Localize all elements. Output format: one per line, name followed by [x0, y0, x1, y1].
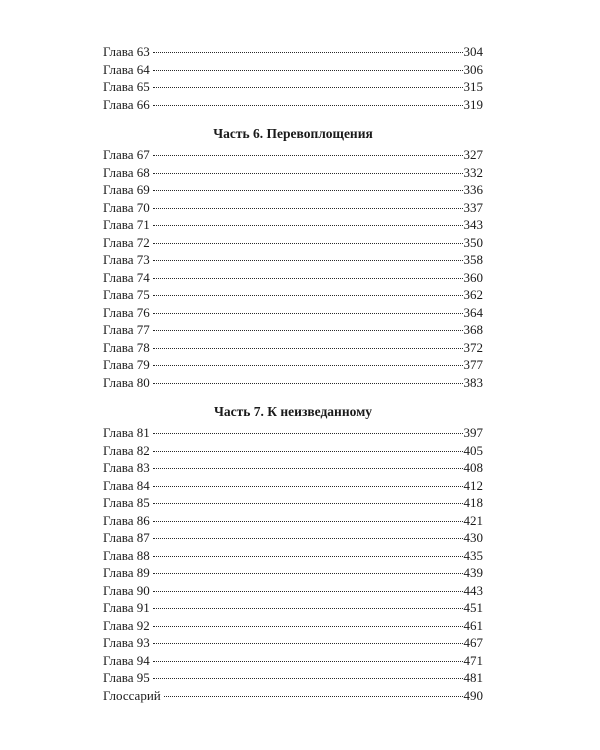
toc-entry-label: Глоссарий [103, 687, 161, 703]
toc-entry-label: Глава 77 [103, 322, 150, 337]
toc-entry-page-number: 397 [463, 425, 483, 440]
toc-entry-page-number: 350 [463, 234, 483, 250]
dot-leader [153, 486, 463, 487]
dot-leader [153, 433, 463, 434]
toc-entry-page-number: 405 [463, 442, 483, 458]
dot-leader [153, 155, 463, 156]
toc-entry-label: Глава 65 [103, 79, 150, 94]
dot-leader [153, 278, 463, 279]
toc-entry-page-number: 412 [463, 477, 483, 493]
toc-entry-label: Глава 72 [103, 234, 150, 250]
toc-entry-label: Глава 79 [103, 357, 150, 372]
toc-entry-label: Глава 76 [103, 304, 150, 320]
toc-entry-label: Глава 83 [103, 460, 150, 475]
dot-leader [153, 208, 463, 209]
toc-entry [103, 199, 483, 217]
dot-leader [153, 313, 463, 314]
dot-leader [153, 52, 463, 53]
toc-entry-label: Глава 84 [103, 477, 150, 493]
toc-entry [103, 78, 483, 96]
toc-entry-label: Глава 66 [103, 96, 150, 112]
toc-entry-label: Глава 69 [103, 182, 150, 197]
toc-entry-label: Глава 63 [103, 44, 150, 59]
dot-leader [153, 591, 463, 592]
toc-entry-page-number: 418 [463, 495, 483, 510]
toc-entry-page-number: 332 [463, 164, 483, 180]
toc-entry-page-number: 421 [463, 512, 483, 528]
toc-entry-page-number: 481 [463, 670, 483, 685]
toc-entry [103, 477, 483, 495]
toc-entry [103, 512, 483, 530]
toc-entry [103, 234, 483, 252]
toc-entry-label: Глава 70 [103, 199, 150, 215]
toc-entry [103, 164, 483, 182]
toc-entry [103, 216, 483, 234]
toc-entry-label: Глава 68 [103, 164, 150, 180]
toc-entry [103, 652, 483, 670]
dot-leader [153, 383, 463, 384]
dot-leader [153, 556, 463, 557]
dot-leader [153, 330, 463, 331]
toc-entry [103, 96, 483, 114]
toc-entry-page-number: 304 [463, 44, 483, 59]
dot-leader [153, 608, 463, 609]
toc-entry-page-number: 306 [463, 61, 483, 77]
toc-entry-label: Глава 80 [103, 374, 150, 390]
dot-leader [153, 626, 463, 627]
toc-entry-page-number: 364 [463, 304, 483, 320]
dot-leader [153, 225, 463, 226]
toc-entry [103, 374, 483, 392]
toc-entry [103, 564, 483, 582]
toc-entry [103, 582, 483, 600]
table-of-contents [103, 43, 483, 704]
toc-entry-label: Глава 64 [103, 61, 150, 77]
toc-entry-label: Глава 78 [103, 339, 150, 355]
section-spacer [103, 113, 483, 125]
toc-entry [103, 146, 483, 164]
toc-entry-page-number: 343 [463, 217, 483, 232]
toc-entry-label: Глава 91 [103, 600, 150, 615]
toc-entry [103, 251, 483, 269]
toc-entry-page-number: 368 [463, 322, 483, 337]
toc-entry [103, 321, 483, 339]
toc-entry [103, 547, 483, 565]
toc-entry-page-number: 337 [463, 199, 483, 215]
toc-entry-label: Глава 73 [103, 252, 150, 267]
toc-entry-label: Глава 81 [103, 425, 150, 440]
dot-leader [153, 643, 463, 644]
toc-entry-page-number: 471 [463, 652, 483, 668]
toc-entry [103, 442, 483, 460]
dot-leader [153, 521, 463, 522]
dot-leader [153, 538, 463, 539]
toc-entry-page-number: 372 [463, 339, 483, 355]
toc-entry-page-number: 383 [463, 374, 483, 390]
toc-entry [103, 669, 483, 687]
toc-entry [103, 304, 483, 322]
dot-leader [153, 87, 463, 88]
toc-entry-label: Глава 67 [103, 147, 150, 162]
dot-leader [153, 365, 463, 366]
dot-leader [153, 70, 463, 71]
dot-leader [153, 260, 463, 261]
toc-entry-page-number: 443 [463, 582, 483, 598]
toc-entry-label: Глава 87 [103, 530, 150, 545]
toc-entry-page-number: 467 [463, 635, 483, 650]
part-heading: Часть 7. К неизведанному [213, 404, 373, 419]
toc-entry [103, 617, 483, 635]
toc-entry-page-number: 319 [463, 96, 483, 112]
toc-entry-label: Глава 95 [103, 670, 150, 685]
toc-entry-page-number: 435 [463, 547, 483, 563]
toc-entry-label: Глава 89 [103, 565, 150, 580]
toc-entry-page-number: 490 [463, 687, 483, 703]
toc-entry [103, 356, 483, 374]
toc-entry-label: Глава 71 [103, 217, 150, 232]
dot-leader [153, 451, 463, 452]
toc-entry-page-number: 358 [463, 252, 483, 267]
toc-entry-page-number: 327 [463, 147, 483, 162]
dot-leader [153, 661, 463, 662]
toc-entry-page-number: 461 [463, 617, 483, 633]
toc-entry [103, 43, 483, 61]
toc-entry-page-number: 377 [463, 357, 483, 372]
dot-leader [153, 173, 463, 174]
dot-leader [153, 243, 463, 244]
toc-entry [103, 634, 483, 652]
dot-leader [153, 678, 463, 679]
part-heading: Часть 6. Перевоплощения [213, 126, 373, 141]
toc-entry-page-number: 408 [463, 460, 483, 475]
toc-entry-label: Глава 75 [103, 287, 150, 302]
toc-entry-label: Глава 74 [103, 269, 150, 285]
toc-entry [103, 529, 483, 547]
toc-entry [103, 687, 483, 705]
toc-entry-label: Глава 94 [103, 652, 150, 668]
toc-entry [103, 494, 483, 512]
toc-entry [103, 61, 483, 79]
toc-entry [103, 459, 483, 477]
toc-entry-label: Глава 85 [103, 495, 150, 510]
toc-entry-label: Глава 86 [103, 512, 150, 528]
toc-entry-label: Глава 82 [103, 442, 150, 458]
toc-entry-page-number: 451 [463, 600, 483, 615]
toc-entry-label: Глава 92 [103, 617, 150, 633]
dot-leader [153, 573, 463, 574]
dot-leader [153, 190, 463, 191]
toc-entry-page-number: 360 [463, 269, 483, 285]
section-spacer [103, 391, 483, 403]
toc-entry-label: Глава 90 [103, 582, 150, 598]
toc-entry [103, 269, 483, 287]
toc-entry-page-number: 362 [463, 287, 483, 302]
dot-leader [153, 468, 463, 469]
toc-entry-label: Глава 93 [103, 635, 150, 650]
dot-leader [153, 503, 463, 504]
toc-entry-page-number: 439 [463, 565, 483, 580]
dot-leader [153, 105, 463, 106]
toc-entry [103, 339, 483, 357]
toc-entry [103, 424, 483, 442]
toc-entry-label: Глава 88 [103, 547, 150, 563]
toc-entry-page-number: 336 [463, 182, 483, 197]
dot-leader [153, 295, 463, 296]
toc-entry-page-number: 315 [463, 79, 483, 94]
dot-leader [153, 348, 463, 349]
toc-entry [103, 286, 483, 304]
dot-leader [164, 696, 463, 697]
toc-entry [103, 181, 483, 199]
toc-entry [103, 599, 483, 617]
toc-entry-page-number: 430 [463, 530, 483, 545]
